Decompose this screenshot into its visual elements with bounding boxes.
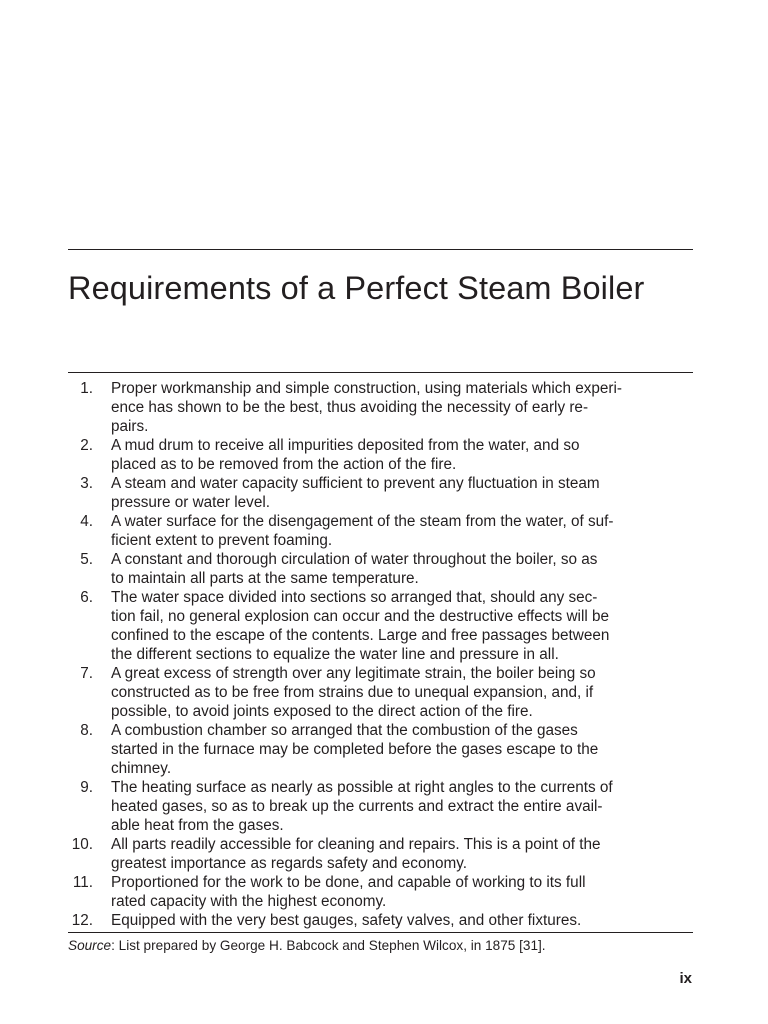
item-text-line: A steam and water capacity sufficient to prevent any fluctuation in steam (111, 475, 600, 492)
item-number: 11. (72, 874, 93, 891)
item-text (111, 911, 698, 930)
item-text-line: the different sections to equalize the water line and pressure in all. (111, 646, 559, 663)
list-bottom-rule (68, 932, 693, 933)
list-item (68, 474, 698, 512)
item-number: 9. (80, 779, 93, 796)
item-text-line: Proper workmanship and simple construction, using materials which experi- (111, 380, 622, 397)
item-text (111, 778, 698, 835)
item-text-line: started in the furnace may be completed before the gases escape to the (111, 741, 599, 758)
list-item (68, 835, 698, 873)
item-text-line: confined to the escape of the contents. Large and free passages between (111, 627, 610, 644)
item-text-line: A mud drum to receive all impurities deposited from the water, and so (111, 437, 580, 454)
item-text (111, 721, 698, 778)
item-text-line: heated gases, so as to break up the currents and extract the entire avail- (111, 798, 603, 815)
item-text-line: to maintain all parts at the same temperature. (111, 570, 419, 587)
item-text-line: ence has shown to be the best, thus avoiding the necessity of early re- (111, 399, 589, 416)
item-number: 7. (80, 665, 93, 682)
item-text (111, 474, 698, 512)
item-text-line: ficient extent to prevent foaming. (111, 532, 333, 549)
item-text-line: able heat from the gases. (111, 817, 284, 834)
item-text (111, 379, 698, 436)
item-text (111, 835, 698, 873)
item-text (111, 588, 698, 664)
list-item (68, 664, 698, 721)
item-number: 5. (80, 551, 93, 568)
item-text-line: tion fail, no general explosion can occur and the destructive effects will be (111, 608, 610, 625)
item-number: 10. (71, 836, 93, 853)
item-text-line: possible, to avoid joints exposed to the direct action of the fire. (111, 703, 533, 720)
item-text (111, 436, 698, 474)
item-text-line: constructed as to be free from strains due to unequal expansion, and, if (111, 684, 594, 701)
item-number: 2. (80, 437, 93, 454)
item-number: 1. (80, 380, 93, 397)
item-text (111, 512, 698, 550)
source-text: : List prepared by George H. Babcock and Stephen Wilcox, in 1875 [31]. (111, 938, 546, 953)
list-item (68, 436, 698, 474)
item-text (111, 664, 698, 721)
item-text-line: The heating surface as nearly as possible at right angles to the currents of (111, 779, 613, 796)
item-text-line: greatest importance as regards safety and economy. (111, 855, 467, 872)
list-item (68, 778, 698, 835)
page-title: Requirements of a Perfect Steam Boiler (68, 270, 645, 306)
item-number: 3. (80, 475, 93, 492)
item-number: 6. (80, 589, 93, 606)
item-text-line: chimney. (111, 760, 172, 777)
item-text-line: Equipped with the very best gauges, safety valves, and other fixtures. (111, 912, 582, 929)
list-item (68, 911, 698, 930)
source-note (68, 938, 546, 953)
item-text-line: A constant and thorough circulation of water throughout the boiler, so as (111, 551, 598, 568)
item-text-line: A water surface for the disengagement of the steam from the water, of suf- (111, 513, 614, 530)
item-text-line: The water space divided into sections so arranged that, should any sec- (111, 589, 598, 606)
item-text-line: placed as to be removed from the action of the fire. (111, 456, 457, 473)
item-text-line: rated capacity with the highest economy. (111, 893, 387, 910)
list-item (68, 721, 698, 778)
list-item (68, 873, 698, 911)
list-item (68, 379, 698, 436)
item-number: 12. (71, 912, 93, 929)
item-text-line: Proportioned for the work to be done, and capable of working to its full (111, 874, 586, 891)
item-number: 4. (80, 513, 93, 530)
list-item (68, 550, 698, 588)
item-text (111, 550, 698, 588)
item-text (111, 873, 698, 911)
source-label: Source (68, 938, 112, 953)
item-text-line: pressure or water level. (111, 494, 270, 511)
top-rule (68, 249, 693, 250)
page-number: ix (679, 970, 692, 987)
requirements-list (68, 379, 698, 930)
list-top-rule (68, 372, 693, 373)
list-item (68, 512, 698, 550)
item-text-line: A great excess of strength over any legitimate strain, the boiler being so (111, 665, 596, 682)
item-text-line: pairs. (111, 418, 149, 435)
list-item (68, 588, 698, 664)
item-text-line: A combustion chamber so arranged that the combustion of the gases (111, 722, 578, 739)
item-number: 8. (80, 722, 93, 739)
item-text-line: All parts readily accessible for cleaning and repairs. This is a point of the (111, 836, 601, 853)
